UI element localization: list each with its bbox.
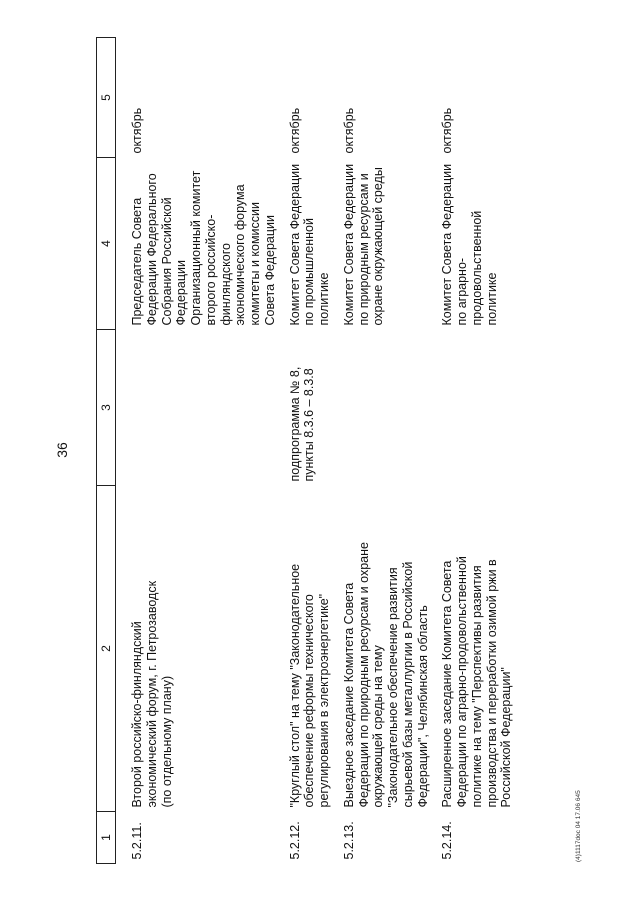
rotated-sheet bbox=[54, 30, 582, 870]
page-number: 36 bbox=[54, 442, 70, 458]
table-row bbox=[332, 38, 431, 864]
responsible-party: Комитет Совета Федерации по природным ресурсам и охране окружающей среды bbox=[341, 163, 386, 326]
program-reference bbox=[430, 330, 514, 486]
table-row bbox=[116, 38, 278, 864]
program-reference: подпрограмма № 8, пункты 8.3.6 – 8.3.8 bbox=[287, 366, 317, 482]
event-date: октябрь bbox=[130, 107, 144, 154]
event-description: "Круглый стол" на тему "Законодательное обеспечение реформы технического регулирования в электроэнергетике" bbox=[287, 563, 331, 808]
row-number: 5.2.14. bbox=[440, 821, 455, 860]
column-header-5: 5 bbox=[97, 38, 116, 158]
event-date: октябрь bbox=[341, 107, 356, 154]
column-header-4: 4 bbox=[97, 158, 116, 330]
column-header-2: 2 bbox=[97, 486, 116, 812]
program-reference bbox=[332, 330, 431, 486]
table-row bbox=[278, 38, 332, 864]
plan-table bbox=[96, 37, 514, 864]
event-description: Выездное заседание Комитета Совета Федерации по природным ресурсам и охране окружающей среды на тему "Законодательное обеспечение развития сырьевой базы металлургии в Российской Федерации", Челябинская область bbox=[341, 542, 430, 808]
event-date: октябрь bbox=[440, 107, 455, 154]
program-reference bbox=[116, 330, 278, 486]
row-number: 5.2.13. bbox=[341, 821, 356, 860]
event-description: Второй российско-финляндский экономический форум, г. Петрозаводск (по отдельному плану) bbox=[130, 580, 174, 808]
column-header-1: 1 bbox=[97, 812, 116, 864]
row-number: 5.2.12. bbox=[287, 821, 302, 860]
table-header-row bbox=[97, 38, 116, 864]
row-number: 5.2.11. bbox=[130, 822, 144, 860]
responsible-party: Комитет Совета Федерации по аграрно- продовольственной политике bbox=[440, 163, 499, 326]
responsible-party: Комитет Совета Федерации по промышленной политике bbox=[287, 163, 331, 326]
event-description: Расширенное заседание Комитета Совета Федерации по аграрно-продовольственной политике на тему "Перспективы развития производства и переработки озимой ржи в Российской Федерации" bbox=[440, 556, 514, 808]
column-header-3: 3 bbox=[97, 330, 116, 486]
event-date: октябрь bbox=[287, 107, 302, 154]
responsible-party: Председатель Совета Федерации Федерального Собрания Российской Федерации Организационный комитет второго российско- финляндского экономического форума комитеты и комиссии Совета Федерации bbox=[130, 170, 277, 326]
footer-doc-code: (4)1117doc 04 17.06 645 bbox=[575, 790, 582, 862]
table-row bbox=[430, 38, 514, 864]
